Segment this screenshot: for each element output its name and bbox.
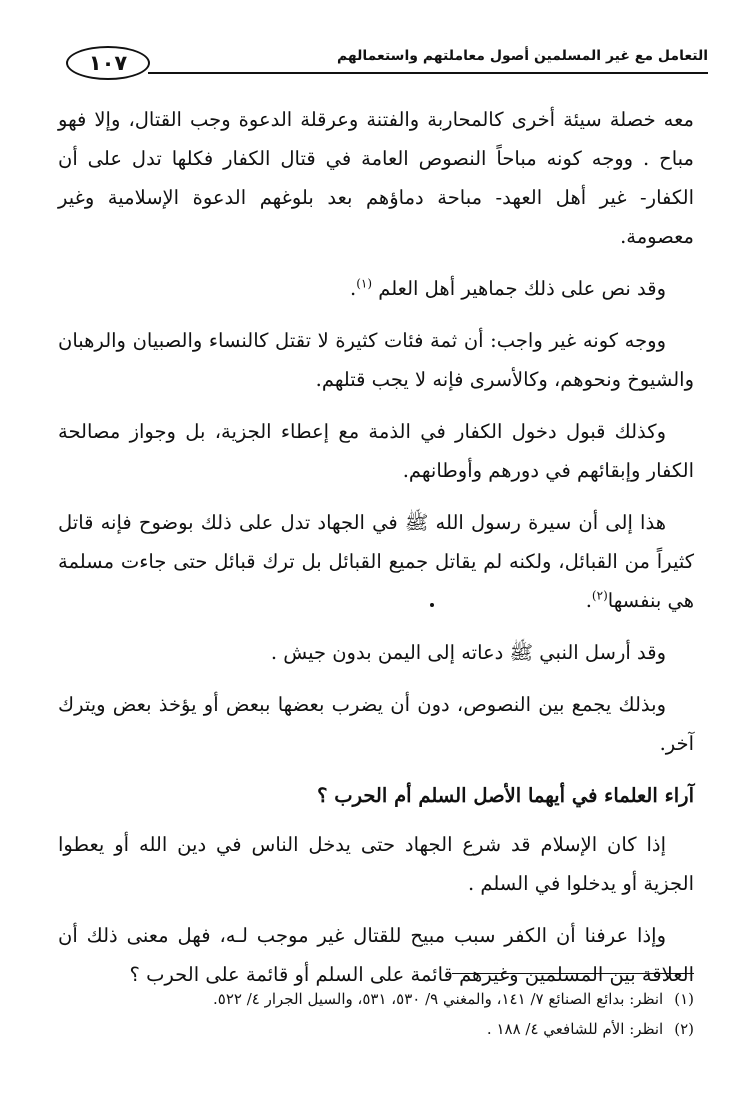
paragraph-5 — [58, 503, 694, 620]
paragraph-1: معه خصلة سيئة أخرى كالمحاربة والفتنة وعرقلة الدعوة وجب القتال، وإلا فهو مباح . ووجه كونه مباحاً النصوص العامة في قتال الكفار فكلها تدل على أن الكفار- غير أهل العهد- مباحة دماؤهم بعد بلوغهم الدعوة الإسلامية وغير معصومة. — [58, 108, 694, 248]
paragraph-5-end: . — [585, 589, 592, 612]
page-number: ١٠٧ — [66, 46, 150, 80]
footnote-1-number: (١) — [674, 990, 694, 1008]
section-heading: آراء العلماء في أيهما الأصل السلم أم الحرب ؟ — [317, 784, 694, 807]
body-text — [58, 100, 694, 1007]
footnote-1 — [150, 984, 694, 1014]
footnote-rule — [452, 973, 694, 974]
header-rule — [148, 72, 708, 74]
running-title: التعامل مع غير المسلمين أصول معاملتهم واستعمالهم — [336, 48, 708, 64]
paragraph-7: وبذلك يجمع بين النصوص، دون أن يضرب بعضها ببعض أو يؤخذ بعض ويترك آخر. — [58, 693, 694, 755]
stray-dot — [430, 603, 434, 607]
paragraph-8: إذا كان الإسلام قد شرع الجهاد حتى يدخل الناس في دين الله أو يعطوا الجزية أو يدخلوا في السلم . — [58, 833, 694, 895]
running-header — [58, 40, 708, 88]
footnote-ref-1: (١) — [356, 276, 373, 291]
paragraph-4: وكذلك قبول دخول الكفار في الذمة مع إعطاء الجزية، بل وجواز مصالحة الكفار وإبقائهم في دورهم وأوطانهم. — [58, 420, 694, 482]
footnote-2 — [150, 1014, 694, 1044]
paragraph-3: ووجه كونه غير واجب: أن ثمة فئات كثيرة لا تقتل كالنساء والصبيان والرهبان والشيوخ ونحوهم، وكالأسرى فإنه لا يجب قتلهم. — [58, 329, 694, 391]
footnote-2-text: انظر: الأم للشافعي ٤/ ١٨٨ . — [486, 1020, 664, 1038]
footnote-ref-2: (٢) — [591, 588, 608, 603]
footnotes — [150, 984, 694, 1044]
paragraph-2-text: وقد نص على ذلك جماهير أهل العلم — [378, 277, 666, 300]
paragraph-2-end: . — [350, 277, 357, 300]
paragraph-9: وإذا عرفنا أن الكفر سبب مبيح للقتال غير موجب لـه، فهل معنى ذلك أن العلاقة بين المسلمين وغيرهم قائمة على السلم أو قائمة على الحرب ؟ — [58, 924, 694, 986]
footnote-2-number: (٢) — [674, 1020, 694, 1038]
paragraph-2 — [58, 269, 694, 308]
footnote-1-text: انظر: بدائع الصنائع ٧/ ١٤١، والمغني ٩/ ٥٣٠، ٥٣١، والسيل الجرار ٤/ ٥٢٢. — [213, 990, 664, 1008]
paragraph-5-text: هذا إلى أن سيرة رسول الله ﷺ في الجهاد تدل على ذلك بوضوح فإنه قاتل كثيراً من القبائل، ولكنه لم يقاتل جميع القبائل بل ترك قبائل حتى جاءت مسلمة هي بنفسها — [58, 511, 694, 612]
paragraph-6: وقد أرسل النبي ﷺ دعاته إلى اليمن بدون جيش . — [270, 641, 666, 664]
